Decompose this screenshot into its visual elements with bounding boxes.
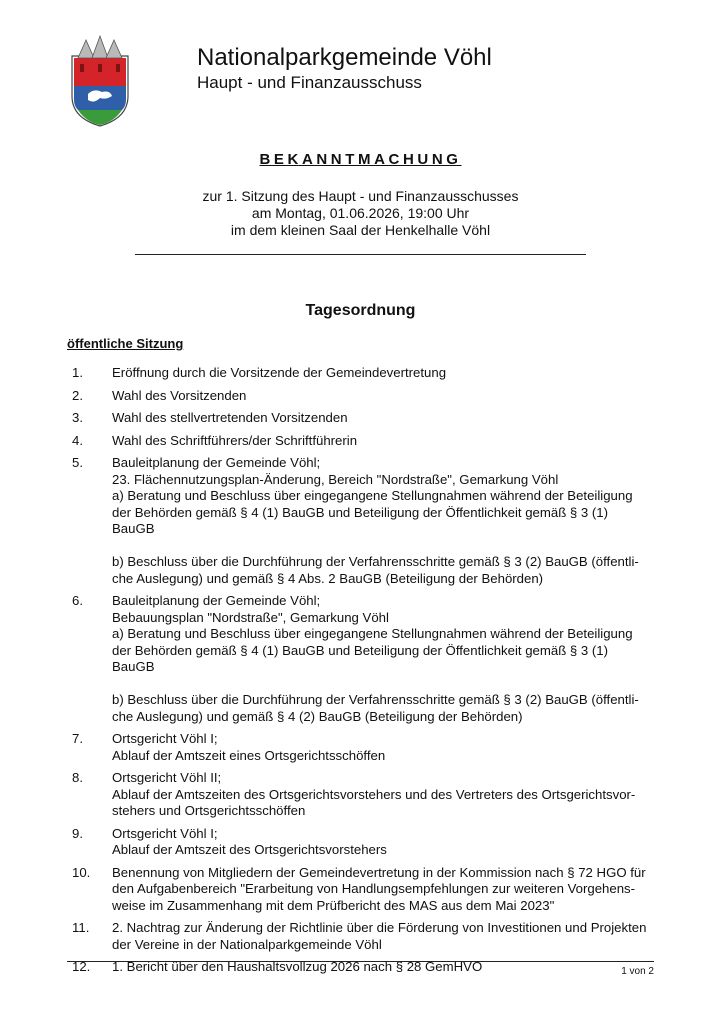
agenda-item-line: Benennung von Mitgliedern der Gemeindevertretung in der Kommission nach § 72 HGO für xyxy=(112,864,646,880)
agenda-item xyxy=(67,455,657,587)
agenda-item-line: Ortsgericht Vöhl II; xyxy=(112,770,222,785)
agenda-item-text xyxy=(112,593,657,725)
section-label: öffentliche Sitzung xyxy=(67,336,184,351)
agenda-item xyxy=(67,410,657,427)
agenda-item-line: Bebauungsplan "Nordstraße", Gemarkung Vöhl xyxy=(112,609,389,625)
agenda-item xyxy=(67,433,657,450)
agenda-item-text xyxy=(112,410,657,427)
meeting-info xyxy=(0,188,721,239)
agenda-item-line: che Auslegung) und gemäß § 4 Abs. 2 BauGB (Beteiligung der Behörden) xyxy=(112,570,544,586)
agenda-item-line: che Auslegung) und gemäß § 4 (2) BauGB (Beteiligung der Behörden) xyxy=(112,708,523,724)
agenda-item-line: Eröffnung durch die Vorsitzende der Gemeindevertretung xyxy=(112,365,447,380)
coat-of-arms-icon xyxy=(70,34,130,128)
agenda-item-line: Bauleitplanung der Gemeinde Vöhl; xyxy=(112,455,321,470)
agenda-item xyxy=(67,731,657,764)
agenda-item-text xyxy=(112,865,657,915)
agenda-item xyxy=(67,865,657,915)
agenda-item xyxy=(67,826,657,859)
agenda-item-number: 4. xyxy=(72,432,83,448)
agenda-item-line: b) Beschluss über die Durchführung der Verfahrensschritte gemäß § 3 (2) BauGB (öffentli- xyxy=(112,554,639,569)
agenda-item-number: 1. xyxy=(72,365,83,380)
agenda-item-line: der Behörden gemäß § 4 (1) BauGB und Beteiligung der Öffentlichkeit gemäß § 3 (1) xyxy=(112,504,609,520)
agenda-item-line: Ablauf der Amtszeit des Ortsgerichtsvorstehers xyxy=(112,842,387,857)
agenda-item-number: 10. xyxy=(72,864,91,880)
agenda-item-line: 23. Flächennutzungsplan-Änderung, Bereich "Nordstraße", Gemarkung Vöhl xyxy=(112,471,559,487)
paragraph-gap xyxy=(112,676,657,693)
agenda-item-text xyxy=(112,365,657,382)
agenda-item-line: a) Beratung und Beschluss über eingegangene Stellungnahmen während der Beteiligung xyxy=(112,488,633,503)
meeting-info-line: im dem kleinen Saal der Henkelhalle Vöhl xyxy=(230,222,491,238)
agenda-item-line: der Behörden gemäß § 4 (1) BauGB und Beteiligung der Öffentlichkeit gemäß § 3 (1) xyxy=(112,642,609,658)
agenda-item-text xyxy=(112,388,657,405)
agenda-item-line: Ortsgericht Vöhl I; xyxy=(112,731,218,746)
agenda-item-line: 1. Bericht über den Haushaltsvollzug 2026 nach § 28 GemHVO xyxy=(112,959,483,974)
footer-divider xyxy=(67,961,654,962)
agenda-item-number: 7. xyxy=(72,731,83,746)
agenda-item-number: 11. xyxy=(72,920,90,935)
agenda-item-line: BauGB xyxy=(112,659,155,674)
divider xyxy=(135,254,586,255)
agenda-item-line: Ablauf der Amtszeiten des Ortsgerichtsvorstehers und des Vertreters des Ortsgerichtsvor- xyxy=(112,786,636,802)
agenda-item-line: Wahl des Vorsitzenden xyxy=(112,387,247,403)
announcement-title: BEKANNTMACHUNG xyxy=(259,151,462,168)
agenda-item-number: 5. xyxy=(72,455,83,470)
agenda-item-number: 3. xyxy=(72,410,83,425)
agenda-item xyxy=(67,920,657,953)
agenda-item-line: der Vereine in der Nationalparkgemeinde Vöhl xyxy=(112,936,382,952)
agenda-item-text xyxy=(112,433,657,450)
meeting-info-line: zur 1. Sitzung des Haupt - und Finanzausschusses xyxy=(202,188,519,204)
agenda-item-text xyxy=(112,770,657,820)
agenda-item-text xyxy=(112,455,657,587)
agenda-heading: Tagesordnung xyxy=(305,302,416,319)
agenda-item-text xyxy=(112,826,657,859)
agenda-item-number: 12. xyxy=(72,959,91,974)
agenda-item-line: 2. Nachtrag zur Änderung der Richtlinie über die Förderung von Investitionen und Projekten xyxy=(112,920,647,935)
agenda-item-number: 6. xyxy=(72,593,83,608)
agenda-item-line: den Aufgabenbereich "Erarbeitung von Handlungsempfehlungen zur weiteren Vorgehens- xyxy=(112,881,636,896)
agenda-item xyxy=(67,365,657,382)
agenda-item xyxy=(67,388,657,405)
org-name: Nationalparkgemeinde Vöhl xyxy=(197,44,492,71)
agenda-item-text xyxy=(112,920,657,953)
agenda-item-number: 8. xyxy=(72,770,83,785)
agenda-item-line: Wahl des Schriftführers/der Schriftführerin xyxy=(112,432,358,448)
page-number: 1 von 2 xyxy=(621,966,654,977)
paragraph-gap xyxy=(112,538,657,555)
agenda-item-number: 2. xyxy=(72,387,83,403)
agenda-item-line: b) Beschluss über die Durchführung der Verfahrensschritte gemäß § 3 (2) BauGB (öffentli- xyxy=(112,692,639,707)
agenda-item-line: Ablauf der Amtszeit eines Ortsgerichtsschöffen xyxy=(112,747,386,763)
agenda-list xyxy=(67,365,657,982)
agenda-item-text xyxy=(112,731,657,764)
agenda-item-number: 9. xyxy=(72,825,83,841)
agenda-item-line: stehers und Ortsgerichtsschöffen xyxy=(112,803,306,818)
agenda-item-line: weise im Zusammenhang mit dem Prüfbericht des MAS aus dem Mai 2023" xyxy=(112,897,555,913)
agenda-item-line: Wahl des stellvertretenden Vorsitzenden xyxy=(112,410,348,425)
committee-name: Haupt - und Finanzausschuss xyxy=(197,73,422,92)
agenda-item xyxy=(67,593,657,725)
meeting-info-line: am Montag, 01.06.2026, 19:00 Uhr xyxy=(251,205,470,221)
agenda-item xyxy=(67,770,657,820)
agenda-item-line: a) Beratung und Beschluss über eingegangene Stellungnahmen während der Beteiligung xyxy=(112,626,633,641)
agenda-item-line: BauGB xyxy=(112,521,155,536)
agenda-item-line: Ortsgericht Vöhl I; xyxy=(112,825,218,841)
agenda-item-line: Bauleitplanung der Gemeinde Vöhl; xyxy=(112,593,321,608)
